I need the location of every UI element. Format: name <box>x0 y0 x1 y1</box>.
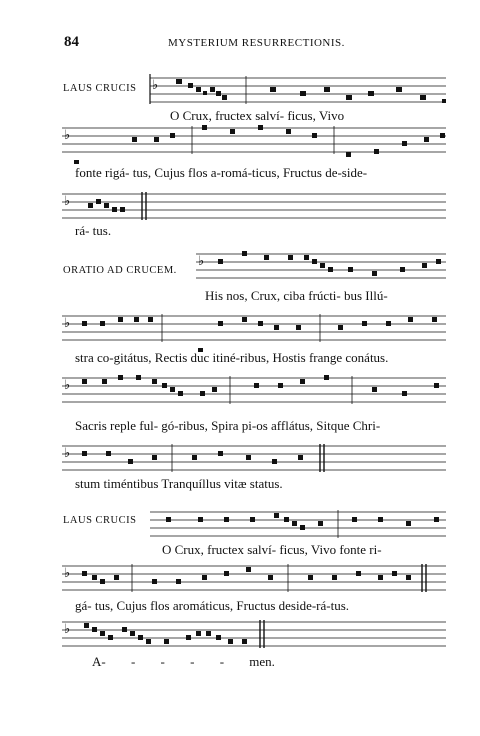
lyric-line: O Crux, fructex salví- ficus, Vivo <box>170 108 345 123</box>
svg-text:♭: ♭ <box>64 128 71 143</box>
lyric-line: stum timéntibus Tranquíllus vitæ status. <box>75 476 283 491</box>
music-staff <box>62 310 446 344</box>
lyric-line: His nos, Crux, ciba frúcti- bus Illú- <box>205 288 388 303</box>
lyric-line: gá- tus, Cujus flos aromáticus, Fructus deside-rá-tus. <box>75 598 350 613</box>
svg-text:♭: ♭ <box>64 378 71 393</box>
lyric-line: stra co-gitátus, Rectis duc itiné-ribus, Hostis frange conátus. <box>75 350 389 365</box>
staff-notation <box>62 372 446 406</box>
lyric-line: A- - - - - men. <box>92 654 275 669</box>
staff-notation <box>62 122 446 156</box>
music-staff <box>62 616 446 650</box>
staff-notation <box>196 248 446 282</box>
section-label-laus-crucis: LAUS CRUCIS <box>63 515 137 526</box>
music-staff <box>62 440 446 474</box>
svg-text:♭: ♭ <box>64 194 71 209</box>
music-staff <box>62 188 446 222</box>
page-number: 84 <box>64 34 79 50</box>
svg-text:♭: ♭ <box>198 254 205 269</box>
staff-notation <box>62 310 446 344</box>
running-title: MYSTERIUM RESURRECTIONIS. <box>168 37 345 49</box>
lyric-line: rá- tus. <box>75 223 112 238</box>
svg-text:♭: ♭ <box>152 78 159 93</box>
lyric-line: Sacris reple ful- gó-ribus, Spira pi-os afflátus, Sitque Chri- <box>75 418 381 433</box>
staff-notation <box>62 560 446 594</box>
staff-notation <box>62 616 446 650</box>
svg-text:♭: ♭ <box>64 316 71 331</box>
music-staff <box>150 72 446 106</box>
staff-notation <box>62 188 446 222</box>
svg-text:♭: ♭ <box>64 566 71 581</box>
music-staff <box>62 122 446 156</box>
music-staff <box>150 506 446 540</box>
music-staff <box>196 248 446 282</box>
music-staff <box>62 372 446 406</box>
lyric-line: O Crux, fructex salví- ficus, Vivo fonte ri- <box>162 542 382 557</box>
staff-notation <box>150 72 446 106</box>
svg-text:♭: ♭ <box>64 446 71 461</box>
staff-notation <box>150 506 446 540</box>
staff-notation <box>62 440 446 474</box>
section-label-laus-crucis: LAUS CRUCIS <box>63 83 137 94</box>
lyric-line: fonte rigá- tus, Cujus flos a-romá-ticus, Fructus de-side- <box>75 165 368 180</box>
music-staff <box>62 560 446 594</box>
svg-text:♭: ♭ <box>64 622 71 637</box>
section-label-oratio-ad-crucem: ORATIO AD CRUCEM. <box>63 265 177 276</box>
